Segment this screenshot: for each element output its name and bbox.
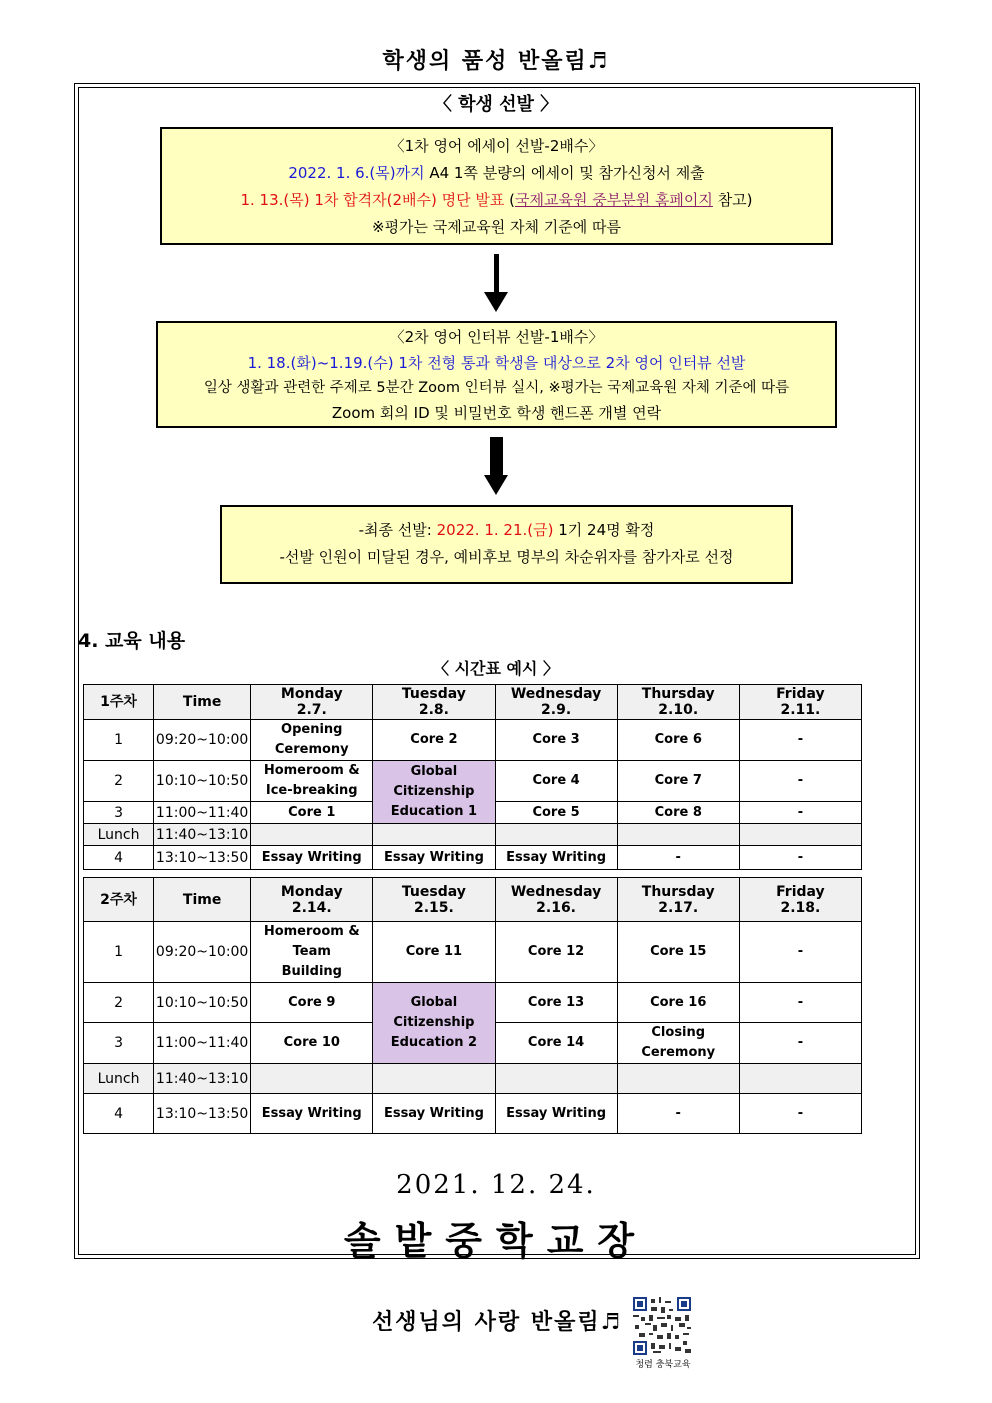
class-cell: -	[739, 922, 861, 983]
step3-box	[220, 505, 793, 584]
time-header: Time	[154, 685, 251, 720]
step1-note: ※평가는 국제교육원 자체 기준에 따름	[372, 218, 621, 236]
class-cell: Essay Writing	[251, 1094, 373, 1134]
time-cell: 09:20~10:00	[154, 922, 251, 983]
period-cell: 1	[84, 922, 154, 983]
step3-rest: 1기 24명 확정	[553, 521, 655, 539]
time-cell: 13:10~13:50	[154, 1094, 251, 1134]
class-cell: Essay Writing	[495, 846, 617, 870]
class-cell: Homeroom & Team Building	[251, 922, 373, 983]
step1-line2-rest: A4 1쪽 분량의 에세이 및 참가신청서 제출	[424, 164, 705, 182]
footer-slogan: 선생님의 사랑 반올림♬	[372, 1309, 623, 1335]
day-header: Wednesday 2.16.	[495, 878, 617, 922]
class-cell: -	[739, 761, 861, 802]
step3-prefix: -최종 선발:	[358, 521, 437, 539]
period-cell: 4	[84, 1094, 154, 1134]
period-cell: 2	[84, 761, 154, 802]
class-cell: -	[739, 720, 861, 761]
class-cell: Core 5	[495, 802, 617, 824]
step3-line1	[222, 517, 791, 544]
class-cell-gce: Global Citizenship Education 1	[373, 761, 495, 824]
table-row	[84, 720, 862, 761]
class-cell: -	[617, 1094, 739, 1134]
week-label: 1주차	[84, 685, 154, 720]
period-cell: 3	[84, 802, 154, 824]
step3-line2: -선발 인원이 미달된 경우, 예비후보 명부의 차순위자를 참가자로 선정	[279, 548, 734, 566]
step1-deadline: 2022. 1. 6.(목)까지	[288, 164, 425, 182]
step2-schedule: 1. 18.(화)~1.19.(수) 1차 전형 통과 학생을 대상으로 2차 영어 인터뷰 선발	[247, 354, 746, 372]
class-cell: Opening Ceremony	[251, 720, 373, 761]
class-cell: Core 8	[617, 802, 739, 824]
class-cell: Core 11	[373, 922, 495, 983]
day-header: Monday 2.7.	[251, 685, 373, 720]
week-label: 2주차	[84, 878, 154, 922]
time-cell: 11:40~13:10	[154, 824, 251, 846]
qr-caption: 청렴 충북교육	[635, 1360, 691, 1370]
signature: 솔밭중학교장	[343, 1218, 649, 1263]
period-cell: 2	[84, 983, 154, 1023]
class-cell-gce: Global Citizenship Education 2	[373, 983, 495, 1064]
week2-table	[83, 877, 862, 1134]
day-header: Friday 2.18.	[739, 878, 861, 922]
qr-code-icon[interactable]	[633, 1297, 691, 1355]
class-cell: -	[739, 983, 861, 1023]
class-cell: Essay Writing	[373, 846, 495, 870]
class-cell: Essay Writing	[373, 1094, 495, 1134]
period-cell: 3	[84, 1023, 154, 1064]
class-cell: Core 7	[617, 761, 739, 802]
day-header: Monday 2.14.	[251, 878, 373, 922]
homepage-link[interactable]: 국제교육원 중부분원 홈페이지	[515, 191, 713, 209]
class-cell: Core 10	[251, 1023, 373, 1064]
day-header: Tuesday 2.8.	[373, 685, 495, 720]
step1-announce: 1. 13.(목) 1차 합격자(2배수) 명단 발표	[240, 191, 505, 209]
step2-box	[156, 321, 837, 428]
class-cell: Core 16	[617, 983, 739, 1023]
time-header: Time	[154, 878, 251, 922]
class-cell: Core 2	[373, 720, 495, 761]
section-title: 〈 학생 선발 〉	[433, 94, 559, 115]
period-cell: Lunch	[84, 824, 154, 846]
time-cell: 11:40~13:10	[154, 1064, 251, 1094]
table-row	[84, 761, 862, 802]
class-cell: Core 3	[495, 720, 617, 761]
table-row-lunch	[84, 824, 862, 846]
class-cell: Core 12	[495, 922, 617, 983]
class-cell: Core 14	[495, 1023, 617, 1064]
day-header: Thursday 2.17.	[617, 878, 739, 922]
time-cell: 11:00~11:40	[154, 1023, 251, 1064]
step1-line3	[162, 187, 831, 214]
table-row	[84, 922, 862, 983]
class-cell: Core 4	[495, 761, 617, 802]
time-cell: 09:20~10:00	[154, 720, 251, 761]
header-slogan: 학생의 품성 반올림♬	[382, 48, 610, 74]
time-cell: 10:10~10:50	[154, 761, 251, 802]
time-cell: 13:10~13:50	[154, 846, 251, 870]
time-cell: 11:00~11:40	[154, 802, 251, 824]
class-cell: Core 1	[251, 802, 373, 824]
step2-line4: Zoom 회의 ID 및 비밀번호 학생 핸드폰 개별 연락	[331, 404, 662, 422]
class-cell: Core 9	[251, 983, 373, 1023]
class-cell: Closing Ceremony	[617, 1023, 739, 1064]
class-cell: Core 6	[617, 720, 739, 761]
step1-paren-open: (	[504, 191, 515, 209]
class-cell: Essay Writing	[495, 1094, 617, 1134]
period-cell: 1	[84, 720, 154, 761]
step1-box	[160, 127, 833, 245]
class-cell: -	[739, 1094, 861, 1134]
week1-table	[83, 684, 862, 870]
class-cell: Homeroom & Ice-breaking	[251, 761, 373, 802]
class-cell: -	[739, 846, 861, 870]
class-cell: -	[739, 802, 861, 824]
day-header: Thursday 2.10.	[617, 685, 739, 720]
period-cell: Lunch	[84, 1064, 154, 1094]
class-cell: Core 15	[617, 922, 739, 983]
timetable-title: 〈 시간표 예시 〉	[433, 659, 559, 678]
class-cell: Core 13	[495, 983, 617, 1023]
document-date: 2021. 12. 24.	[396, 1170, 596, 1200]
step3-date: 2022. 1. 21.(금)	[436, 521, 554, 539]
step1-title: 〈1차 영어 에세이 선발-2배수〉	[389, 137, 604, 155]
step1-paren-close: 참고)	[712, 191, 753, 209]
time-cell: 10:10~10:50	[154, 983, 251, 1023]
class-cell: Essay Writing	[251, 846, 373, 870]
table-row	[84, 846, 862, 870]
table-row-lunch	[84, 1064, 862, 1094]
class-cell: -	[617, 846, 739, 870]
step2-line3: 일상 생활과 관련한 주제로 5분간 Zoom 인터뷰 실시, ※평가는 국제교육원 자체 기준에 따름	[203, 380, 790, 396]
day-header: Friday 2.11.	[739, 685, 861, 720]
step1-line2	[162, 160, 831, 187]
table-row	[84, 1094, 862, 1134]
day-header: Tuesday 2.15.	[373, 878, 495, 922]
day-header: Wednesday 2.9.	[495, 685, 617, 720]
table-row	[84, 983, 862, 1023]
section4-title: 4. 교육 내용	[78, 630, 186, 652]
class-cell: -	[739, 1023, 861, 1064]
period-cell: 4	[84, 846, 154, 870]
step2-title: 〈2차 영어 인터뷰 선발-1배수〉	[389, 328, 604, 346]
